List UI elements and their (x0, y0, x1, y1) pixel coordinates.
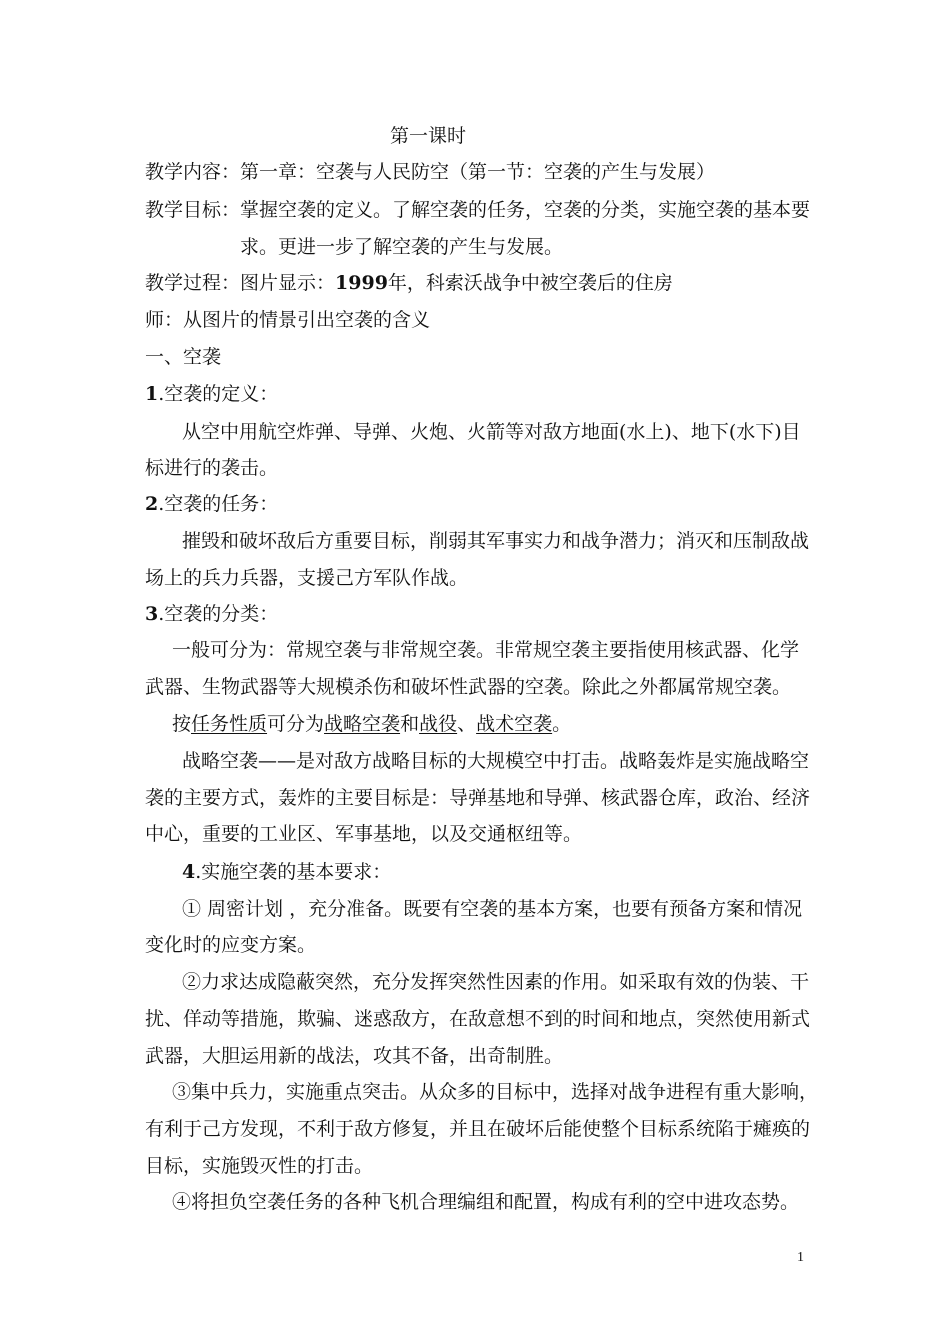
tasks-line-2: 场上的兵力兵器，支援己方军队作战。 (145, 567, 469, 589)
subsection-4-title: .实施空袭的基本要求： (195, 861, 392, 883)
section-heading-1: 一、空袭 (145, 346, 222, 368)
requirement-2-line-2: 扰、佯动等措施，欺骗、迷惑敌方，在敌意想不到的时间和地点，突然使用新式 (145, 1008, 811, 1030)
classify-text: 可分为 (267, 713, 325, 735)
process-label: 教学过程： (145, 272, 241, 294)
teacher-line: 师：从图片的情景引出空袭的含义 (145, 309, 431, 331)
subsection-3-heading (145, 602, 278, 626)
subsection-1-heading (145, 382, 278, 406)
objective-label: 教学目标： (145, 199, 241, 221)
requirement-3-line-1: ③集中兵力，实施重点突击。从众多的目标中，选择对战争进程有重大影响， (172, 1081, 819, 1103)
requirement-4-line-1: ④将担负空袭任务的各种飞机合理编组和配置，构成有利的空中进攻态势。 (172, 1191, 800, 1213)
underlined-term: 战术空袭 (476, 713, 553, 735)
classification-line-2: 武器、生物武器等大规模杀伤和破坏性武器的空袭。除此之外都属常规空袭。 (145, 676, 792, 698)
objective-line-2: 求。更进一步了解空袭的产生与发展。 (240, 236, 564, 258)
process-suffix: 年，科索沃战争中被空袭后的住房 (387, 272, 673, 294)
lesson-title: 第一课时 (390, 125, 467, 147)
subsection-3-number: 3 (145, 603, 159, 625)
content-line (145, 160, 715, 184)
requirement-3-line-3: 目标，实施毁灭性的打击。 (145, 1155, 374, 1177)
subsection-2-title: .空袭的任务： (158, 493, 279, 515)
strategic-line-2: 袭的主要方式，轰炸的主要目标是：导弹基地和导弹、核武器仓库，政治、经济 (145, 787, 811, 809)
content-text: 第一章：空袭与人民防空（第一节：空袭的产生与发展） (240, 161, 716, 183)
subsection-1-title: .空袭的定义： (158, 383, 279, 405)
definition-line-2: 标进行的袭击。 (145, 457, 279, 479)
subsection-4-heading (182, 860, 391, 884)
definition-line-1: 从空中用航空炸弹、导弹、火炮、火箭等对敌方地面(水上)、地下(水下)目 (182, 421, 801, 443)
subsection-2-heading (145, 492, 278, 516)
requirement-3-line-2: 有利于己方发现，不利于敌方修复，并且在破坏后能使整个目标系统陷于瘫痪的 (145, 1118, 811, 1140)
classify-text: 、 (457, 713, 477, 735)
underlined-term: 任务性质 (191, 713, 268, 735)
classify-text: 按 (172, 713, 192, 735)
underlined-term: 战役 (419, 713, 458, 735)
subsection-3-title: .空袭的分类： (158, 603, 279, 625)
classify-text: 。 (552, 713, 572, 735)
classification-line-1: 一般可分为：常规空袭与非常规空袭。非常规空袭主要指使用核武器、化学 (172, 639, 800, 661)
tasks-line-1: 摧毁和破坏敌后方重要目标，削弱其军事实力和战争潜力；消灭和压制敌战 (182, 530, 810, 552)
objective-text-1: 掌握空袭的定义。了解空袭的任务，空袭的分类，实施空袭的基本要 (240, 199, 811, 221)
requirement-2-line-1: ②力求达成隐蔽突然，充分发挥突然性因素的作用。如采取有效的伪装、干 (182, 971, 810, 993)
objective-line-1 (145, 198, 810, 222)
strategic-line-1: 战略空袭——是对敌方战略目标的大规模空中打击。战略轰炸是实施战略空 (182, 750, 810, 772)
process-line (145, 271, 673, 295)
subsection-1-number: 1 (145, 383, 159, 405)
process-prefix: 图片显示： (240, 272, 336, 294)
subsection-4-number: 4 (182, 861, 196, 883)
requirement-1-line-2: 变化时的应变方案。 (145, 934, 317, 956)
requirement-2-line-3: 武器，大胆运用新的战法，攻其不备，出奇制胜。 (145, 1045, 564, 1067)
strategic-line-3: 中心，重要的工业区、军事基地，以及交通枢纽等。 (145, 823, 583, 845)
underlined-term: 战略空袭 (324, 713, 401, 735)
classify-text: 和 (400, 713, 420, 735)
requirement-1-line-1: ① 周密计划 ，充分准备。既要有空袭的基本方案，也要有预备方案和情况 (182, 898, 803, 920)
classification-by-task (172, 712, 571, 736)
page-number: 1 (797, 1250, 804, 1265)
content-label: 教学内容： (145, 161, 241, 183)
process-year: 1999 (335, 272, 388, 294)
subsection-2-number: 2 (145, 493, 159, 515)
